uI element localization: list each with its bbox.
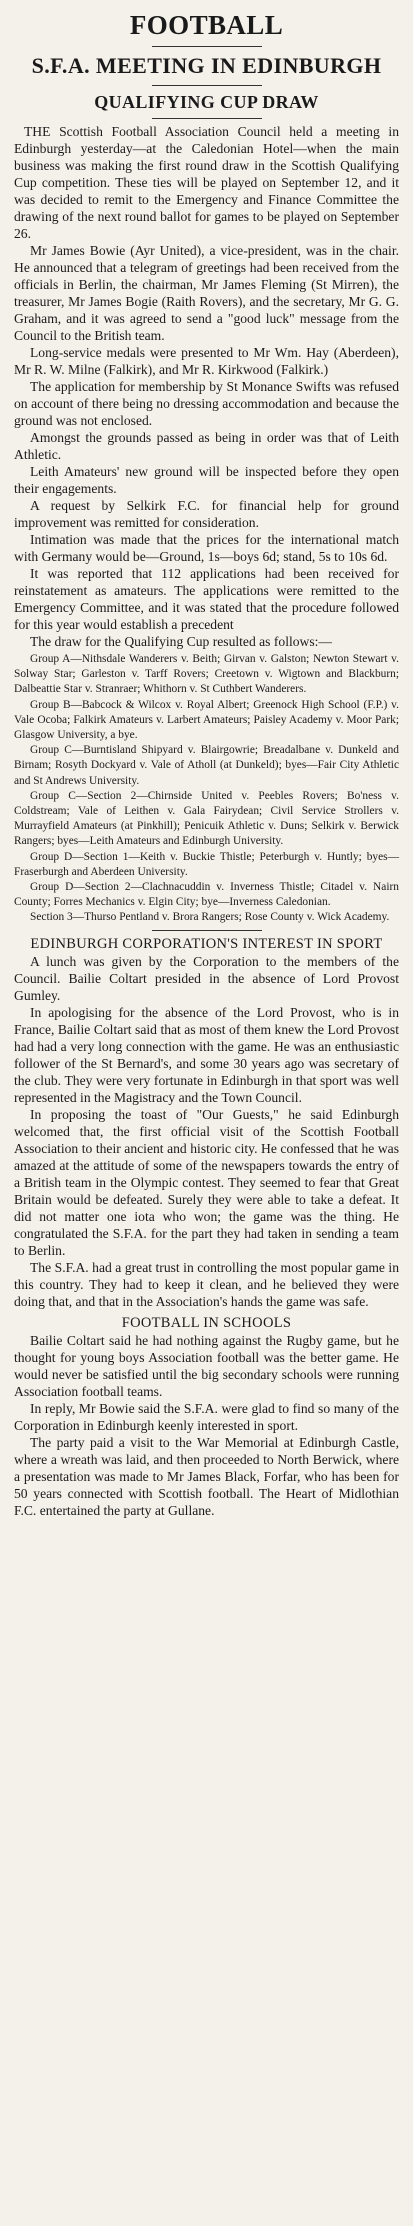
paragraph: Bailie Coltart said he had nothing against the Rugby game, but he thought for young boys Association football was the better game. He would never be satisfied until the big secondary schools were running Association football teams. xyxy=(14,1332,399,1399)
draw-group: Group A—Nithsdale Wanderers v. Beith; Girvan v. Galston; Newton Stewart v. Solway Star; Garleston v. Tarff Rovers; Creetown v. Wigtown and Blackburn; Dalbeattie Star v. Stranraer; Whithorn v. St Cuthbert Wanderers. xyxy=(14,653,399,696)
paragraph: THE Scottish Football Association Council held a meeting in Edinburgh yesterday—at the Caledonian Hotel—when the main business was making the first round draw in the Scottish Qualifying Cup competition. These ties will be played on September 12, and it was decided to remit to the Emergency and Finance Committee the drawing of the next round ballot for games to be played on September 26. xyxy=(14,124,399,241)
draw-group: Group C—Burntisland Shipyard v. Blairgowrie; Breadalbane v. Dunkeld and Birnam; Rosyth Dockyard v. Vale of Atholl (at Dunkeld); byes—Fair City Athletic and St Andrews University. xyxy=(14,744,399,787)
third-headline: QUALIFYING CUP DRAW xyxy=(94,92,319,112)
paragraph: Intimation was made that the prices for the international match with Germany would be—Ground, 1s—boys 6d; stand, 5s to 10s 6d. xyxy=(14,532,399,564)
draw-groups xyxy=(14,652,399,926)
draw-group: Group D—Section 2—Clachnacuddin v. Inverness Thistle; Citadel v. Nairn County; Forres Mechanics v. Elgin City; bye—Inverness Caledonian. xyxy=(14,881,399,909)
paragraph: The application for membership by St Monance Swifts was refused on account of there being no dressing accommodation and because the ground was not enclosed. xyxy=(14,379,399,428)
paragraph: The draw for the Qualifying Cup resulted as follows:— xyxy=(30,634,333,649)
divider xyxy=(152,85,262,86)
paragraph: It was reported that 112 applications had been received for reinstatement as amateurs. The applications were remitted to the Emergency Committee, and it was stated that the procedure followed for this year would establish a precedent xyxy=(14,566,399,632)
paragraph: Amongst the grounds passed as being in order was that of Leith Athletic. xyxy=(14,430,399,462)
divider xyxy=(152,46,262,47)
draw-group: Section 3—Thurso Pentland v. Brora Rangers; Rose County v. Wick Academy. xyxy=(30,911,390,924)
divider xyxy=(152,930,262,931)
article-body-1 xyxy=(14,123,399,650)
paragraph: In reply, Mr Bowie said the S.F.A. were glad to find so many of the Corporation in Edinburgh keenly interested in sport. xyxy=(14,1400,399,1433)
draw-group: Group D—Section 1—Keith v. Buckie Thistle; Peterburgh v. Huntly; byes—Fraserburgh and Aberdeen University. xyxy=(14,850,399,878)
subheadline: S.F.A. MEETING IN EDINBURGH xyxy=(31,53,382,78)
article-body-3 xyxy=(14,1332,399,1519)
section-heading: EDINBURGH CORPORATION'S INTEREST IN SPORT xyxy=(30,935,383,952)
draw-group: Group B—Babcock & Wilcox v. Royal Albert; Greenock High School (F.P.) v. Vale Ocoba; Falkirk Amateurs v. Larbert Amateurs; Paisley Academy v. Moor Park; Glasgow University, a bye. xyxy=(14,698,399,742)
paragraph: Mr James Bowie (Ayr United), a vice-president, was in the chair. He announced that a telegram of greetings had been received from the officials in Berlin, the chairman, Mr James Fleming (St Mirren), the treasurer, Mr James Bogie (Raith Rovers), and the secretary, Mr G. G. Graham, and it was agreed to send a "good luck" message from the Council to the British team. xyxy=(14,243,399,343)
divider xyxy=(152,118,262,119)
paragraph: The party paid a visit to the War Memorial at Edinburgh Castle, where a wreath was laid, and then proceeded to North Berwick, where a presentation was made to Mr James Black, Forfar, who has been for 50 years connected with Scottish football. The Heart of Midlothian F.C. entertained the party at Gullane. xyxy=(14,1434,399,1518)
paragraph: Leith Amateurs' new ground will be inspected before they open their engagements. xyxy=(14,464,399,496)
draw-group: Group C—Section 2—Chirnside United v. Peebles Rovers; Bo'ness v. Coldstream; Vale of Leithen v. Gala Fairydean; Civil Service Strollers v. Murrayfield Amateurs (at Pinkhill); Penicuik Athletic v. Duns; Selkirk v. Berwick Rangers; byes—Leith Amateurs and Edinburgh University. xyxy=(14,789,399,848)
article-body-2 xyxy=(14,953,399,1310)
paragraph: In proposing the toast of "Our Guests," he said Edinburgh welcomed that, the first official visit of the Scottish Football Association to their ancient and historic city. He confessed that he was amazed at the attitude of some of the newspapers towards the entry of a British team in the Olympic contest. They seemed to fear that Great Britain would be defeated. Surely they were able to take a defeat. It did not matter one iota who won; the game was the thing. He congratulated the S.F.A. for the part they had taken in sending a team to Berlin. xyxy=(14,1106,399,1258)
paragraph: A request by Selkirk F.C. for financial help for ground improvement was remitted for consideration. xyxy=(14,498,399,530)
paragraph: Long-service medals were presented to Mr Wm. Hay (Aberdeen), Mr R. W. Milne (Falkirk), and Mr R. Kirkwood (Falkirk.) xyxy=(14,345,399,377)
paragraph: The S.F.A. had a great trust in controlling the most popular game in this country. They had to keep it clean, and he believed they were doing that, and that in the Association's hands the game was safe. xyxy=(14,1259,399,1309)
section-heading: FOOTBALL IN SCHOOLS xyxy=(121,1314,292,1331)
headline: FOOTBALL xyxy=(129,10,284,40)
paragraph: A lunch was given by the Corporation to the members of the Council. Bailie Coltart presided in the absence of Lord Provost Gumley. xyxy=(14,953,399,1003)
paragraph: In apologising for the absence of the Lord Provost, who is in France, Bailie Coltart said that as most of them knew the Lord Provost had had a very long connection with the game. He was an enthusiastic follower of the St Bernard's, and some 30 years ago was secretary of the club. They were very fortunate in Edinburgh in that sport was well represented in the Magistracy and the Town Council. xyxy=(14,1004,399,1105)
